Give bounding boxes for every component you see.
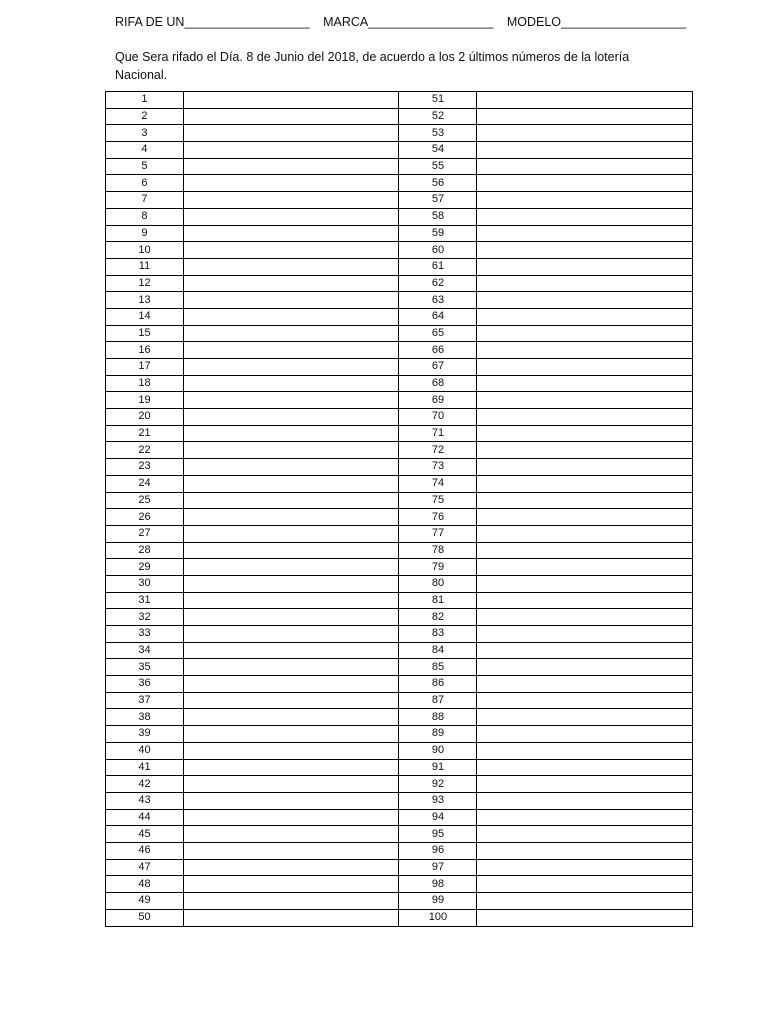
raffle-number-cell: 35: [106, 659, 184, 676]
participant-name-cell[interactable]: [183, 559, 399, 576]
participant-name-cell[interactable]: [183, 525, 399, 542]
table-row: [106, 859, 693, 876]
participant-name-cell[interactable]: [477, 692, 693, 709]
table-row: [106, 559, 693, 576]
participant-name-cell[interactable]: [477, 359, 693, 376]
raffle-number-cell: 97: [399, 859, 477, 876]
table-row: [106, 125, 693, 142]
participant-name-cell[interactable]: [183, 425, 399, 442]
raffle-number-cell: 16: [106, 342, 184, 359]
raffle-number-cell: 61: [399, 258, 477, 275]
raffle-number-cell: 41: [106, 759, 184, 776]
raffle-number-cell: 69: [399, 392, 477, 409]
raffle-number-cell: 98: [399, 876, 477, 893]
raffle-number-cell: 92: [399, 776, 477, 793]
raffle-number-cell: 78: [399, 542, 477, 559]
participant-name-cell[interactable]: [183, 893, 399, 910]
participant-name-cell[interactable]: [183, 859, 399, 876]
raffle-number-cell: 26: [106, 509, 184, 526]
participant-name-cell[interactable]: [477, 759, 693, 776]
participant-name-cell[interactable]: [477, 542, 693, 559]
raffle-number-cell: 4: [106, 142, 184, 159]
raffle-number-cell: 43: [106, 792, 184, 809]
table-row: [106, 475, 693, 492]
participant-name-cell[interactable]: [477, 776, 693, 793]
participant-name-cell[interactable]: [477, 559, 693, 576]
table-row: [106, 308, 693, 325]
raffle-number-cell: 57: [399, 192, 477, 209]
participant-name-cell[interactable]: [183, 409, 399, 426]
raffle-number-cell: 7: [106, 192, 184, 209]
raffle-number-cell: 1: [106, 92, 184, 109]
table-row: [106, 208, 693, 225]
participant-name-cell[interactable]: [183, 275, 399, 292]
participant-name-cell[interactable]: [477, 876, 693, 893]
raffle-number-cell: 3: [106, 125, 184, 142]
model-field: MODELO__________________: [506, 15, 687, 29]
participant-name-cell[interactable]: [477, 792, 693, 809]
participant-name-cell[interactable]: [477, 275, 693, 292]
raffle-number-cell: 2: [106, 108, 184, 125]
participant-name-cell[interactable]: [183, 108, 399, 125]
raffle-number-cell: 85: [399, 659, 477, 676]
participant-name-cell[interactable]: [477, 208, 693, 225]
participant-name-cell[interactable]: [477, 142, 693, 159]
raffle-number-cell: 9: [106, 225, 184, 242]
raffle-number-cell: 12: [106, 275, 184, 292]
participant-name-cell[interactable]: [477, 676, 693, 693]
brand-field: MARCA__________________: [323, 15, 494, 29]
raffle-number-cell: 83: [399, 626, 477, 643]
participant-name-cell[interactable]: [477, 459, 693, 476]
raffle-number-cell: 22: [106, 442, 184, 459]
table-row: [106, 809, 693, 826]
raffle-number-cell: 96: [399, 842, 477, 859]
participant-name-cell[interactable]: [183, 509, 399, 526]
participant-name-cell[interactable]: [183, 142, 399, 159]
table-row: [106, 626, 693, 643]
raffle-number-cell: 31: [106, 592, 184, 609]
participant-name-cell[interactable]: [183, 692, 399, 709]
participant-name-cell[interactable]: [183, 809, 399, 826]
table-row: [106, 792, 693, 809]
table-row: [106, 726, 693, 743]
participant-name-cell[interactable]: [183, 609, 399, 626]
raffle-number-cell: 75: [399, 492, 477, 509]
table-row: [106, 242, 693, 259]
raffle-number-cell: 68: [399, 375, 477, 392]
table-row: [106, 108, 693, 125]
raffle-number-cell: 45: [106, 826, 184, 843]
participant-name-cell[interactable]: [477, 642, 693, 659]
raffle-number-cell: 30: [106, 575, 184, 592]
raffle-number-cell: 24: [106, 475, 184, 492]
participant-name-cell[interactable]: [183, 442, 399, 459]
raffle-number-cell: 47: [106, 859, 184, 876]
table-row: [106, 692, 693, 709]
raffle-number-cell: 10: [106, 242, 184, 259]
participant-name-cell[interactable]: [183, 592, 399, 609]
participant-name-cell[interactable]: [477, 192, 693, 209]
raffle-number-cell: 34: [106, 642, 184, 659]
participant-name-cell[interactable]: [477, 442, 693, 459]
raffle-number-cell: 90: [399, 742, 477, 759]
table-row: [106, 842, 693, 859]
table-row: [106, 275, 693, 292]
raffle-number-cell: 39: [106, 726, 184, 743]
participant-name-cell[interactable]: [183, 375, 399, 392]
raffle-number-cell: 42: [106, 776, 184, 793]
raffle-number-cell: 53: [399, 125, 477, 142]
participant-name-cell[interactable]: [477, 626, 693, 643]
raffle-number-cell: 100: [399, 909, 477, 926]
raffle-number-cell: 91: [399, 759, 477, 776]
raffle-number-cell: 67: [399, 359, 477, 376]
raffle-number-cell: 8: [106, 208, 184, 225]
participant-name-cell[interactable]: [477, 242, 693, 259]
participant-name-cell[interactable]: [183, 776, 399, 793]
raffle-number-cell: 65: [399, 325, 477, 342]
raffle-number-cell: 19: [106, 392, 184, 409]
raffle-number-cell: 76: [399, 509, 477, 526]
participant-name-cell[interactable]: [183, 726, 399, 743]
raffle-number-cell: 51: [399, 92, 477, 109]
raffle-number-cell: 66: [399, 342, 477, 359]
raffle-number-cell: 88: [399, 709, 477, 726]
participant-name-cell[interactable]: [183, 158, 399, 175]
raffle-number-table: [105, 91, 693, 927]
participant-name-cell[interactable]: [183, 342, 399, 359]
table-row: [106, 392, 693, 409]
table-row: [106, 776, 693, 793]
table-row: [106, 292, 693, 309]
table-row: [106, 509, 693, 526]
raffle-number-cell: 44: [106, 809, 184, 826]
raffle-number-cell: 74: [399, 475, 477, 492]
raffle-number-cell: 14: [106, 308, 184, 325]
table-row: [106, 826, 693, 843]
raffle-number-cell: 62: [399, 275, 477, 292]
raffle-number-cell: 17: [106, 359, 184, 376]
raffle-number-cell: 80: [399, 575, 477, 592]
raffle-number-cell: 46: [106, 842, 184, 859]
participant-name-cell[interactable]: [477, 475, 693, 492]
raffle-number-cell: 50: [106, 909, 184, 926]
participant-name-cell[interactable]: [477, 509, 693, 526]
raffle-number-cell: 5: [106, 158, 184, 175]
table-row: [106, 442, 693, 459]
participant-name-cell[interactable]: [477, 92, 693, 109]
table-row: [106, 909, 693, 926]
table-row: [106, 92, 693, 109]
table-row: [106, 342, 693, 359]
raffle-number-cell: 38: [106, 709, 184, 726]
participant-name-cell[interactable]: [477, 108, 693, 125]
participant-name-cell[interactable]: [477, 659, 693, 676]
participant-name-cell[interactable]: [477, 375, 693, 392]
participant-name-cell[interactable]: [477, 609, 693, 626]
raffle-number-cell: 72: [399, 442, 477, 459]
raffle-number-cell: 37: [106, 692, 184, 709]
participant-name-cell[interactable]: [183, 92, 399, 109]
raffle-number-cell: 48: [106, 876, 184, 893]
participant-name-cell[interactable]: [477, 842, 693, 859]
raffle-number-cell: 6: [106, 175, 184, 192]
participant-name-cell[interactable]: [477, 893, 693, 910]
participant-name-cell[interactable]: [477, 492, 693, 509]
raffle-number-cell: 33: [106, 626, 184, 643]
table-row: [106, 575, 693, 592]
raffle-number-cell: 28: [106, 542, 184, 559]
raffle-number-cell: 77: [399, 525, 477, 542]
raffle-number-cell: 15: [106, 325, 184, 342]
table-row: [106, 409, 693, 426]
participant-name-cell[interactable]: [183, 542, 399, 559]
raffle-number-cell: 60: [399, 242, 477, 259]
participant-name-cell[interactable]: [183, 642, 399, 659]
participant-name-cell[interactable]: [477, 342, 693, 359]
description-line-2: Nacional.: [115, 68, 168, 82]
participant-name-cell[interactable]: [183, 676, 399, 693]
raffle-number-cell: 36: [106, 676, 184, 693]
table-row: [106, 359, 693, 376]
participant-name-cell[interactable]: [477, 809, 693, 826]
raffle-number-cell: 32: [106, 609, 184, 626]
participant-name-cell[interactable]: [183, 359, 399, 376]
raffle-number-cell: 79: [399, 559, 477, 576]
participant-name-cell[interactable]: [183, 208, 399, 225]
participant-name-cell[interactable]: [183, 242, 399, 259]
raffle-number-cell: 27: [106, 525, 184, 542]
table-row: [106, 893, 693, 910]
participant-name-cell[interactable]: [477, 726, 693, 743]
participant-name-cell[interactable]: [183, 759, 399, 776]
participant-name-cell[interactable]: [477, 826, 693, 843]
participant-name-cell[interactable]: [477, 125, 693, 142]
participant-name-cell[interactable]: [183, 392, 399, 409]
table-row: [106, 525, 693, 542]
raffle-number-cell: 40: [106, 742, 184, 759]
participant-name-cell[interactable]: [183, 842, 399, 859]
participant-name-cell[interactable]: [477, 392, 693, 409]
participant-name-cell[interactable]: [183, 258, 399, 275]
participant-name-cell[interactable]: [183, 225, 399, 242]
table-row: [106, 142, 693, 159]
participant-name-cell[interactable]: [183, 175, 399, 192]
participant-name-cell[interactable]: [183, 192, 399, 209]
raffle-number-cell: 29: [106, 559, 184, 576]
table-row: [106, 225, 693, 242]
raffle-number-cell: 13: [106, 292, 184, 309]
raffle-number-cell: 20: [106, 409, 184, 426]
table-row: [106, 659, 693, 676]
participant-name-cell[interactable]: [183, 292, 399, 309]
raffle-item-field: RIFA DE UN__________________: [115, 15, 310, 29]
participant-name-cell[interactable]: [183, 742, 399, 759]
participant-name-cell[interactable]: [183, 909, 399, 926]
raffle-number-cell: 73: [399, 459, 477, 476]
raffle-number-cell: 52: [399, 108, 477, 125]
table-row: [106, 192, 693, 209]
participant-name-cell[interactable]: [183, 492, 399, 509]
table-row: [106, 492, 693, 509]
raffle-number-cell: 94: [399, 809, 477, 826]
participant-name-cell[interactable]: [477, 175, 693, 192]
table-row: [106, 609, 693, 626]
raffle-number-cell: 55: [399, 158, 477, 175]
raffle-number-cell: 81: [399, 592, 477, 609]
raffle-number-cell: 11: [106, 258, 184, 275]
raffle-number-cell: 87: [399, 692, 477, 709]
table-row: [106, 258, 693, 275]
participant-name-cell[interactable]: [183, 475, 399, 492]
raffle-table-body: [106, 92, 693, 927]
table-row: [106, 742, 693, 759]
raffle-number-cell: 18: [106, 375, 184, 392]
participant-name-cell[interactable]: [477, 592, 693, 609]
table-row: [106, 709, 693, 726]
participant-name-cell[interactable]: [477, 225, 693, 242]
participant-name-cell[interactable]: [477, 742, 693, 759]
raffle-number-cell: 84: [399, 642, 477, 659]
table-row: [106, 325, 693, 342]
raffle-number-cell: 59: [399, 225, 477, 242]
participant-name-cell[interactable]: [183, 325, 399, 342]
table-row: [106, 759, 693, 776]
raffle-number-cell: 70: [399, 409, 477, 426]
participant-name-cell[interactable]: [183, 575, 399, 592]
raffle-number-cell: 63: [399, 292, 477, 309]
raffle-header: [115, 15, 696, 29]
participant-name-cell[interactable]: [477, 409, 693, 426]
raffle-number-cell: 64: [399, 308, 477, 325]
table-row: [106, 876, 693, 893]
raffle-number-cell: 82: [399, 609, 477, 626]
participant-name-cell[interactable]: [183, 459, 399, 476]
participant-name-cell[interactable]: [183, 792, 399, 809]
table-row: [106, 592, 693, 609]
participant-name-cell[interactable]: [183, 308, 399, 325]
participant-name-cell[interactable]: [477, 308, 693, 325]
table-row: [106, 542, 693, 559]
participant-name-cell[interactable]: [477, 575, 693, 592]
raffle-number-cell: 54: [399, 142, 477, 159]
table-row: [106, 642, 693, 659]
participant-name-cell[interactable]: [477, 859, 693, 876]
table-row: [106, 375, 693, 392]
participant-name-cell[interactable]: [183, 709, 399, 726]
raffle-number-cell: 49: [106, 893, 184, 910]
table-row: [106, 158, 693, 175]
participant-name-cell[interactable]: [183, 826, 399, 843]
raffle-number-cell: 71: [399, 425, 477, 442]
raffle-number-cell: 89: [399, 726, 477, 743]
raffle-number-cell: 93: [399, 792, 477, 809]
participant-name-cell[interactable]: [183, 659, 399, 676]
participant-name-cell[interactable]: [477, 709, 693, 726]
raffle-number-cell: 99: [399, 893, 477, 910]
raffle-number-cell: 25: [106, 492, 184, 509]
participant-name-cell[interactable]: [183, 125, 399, 142]
description-line-1: Que Sera rifado el Día. 8 de Junio del 2018, de acuerdo a los 2 últimos números de la lotería: [115, 50, 630, 64]
table-row: [106, 459, 693, 476]
participant-name-cell[interactable]: [477, 525, 693, 542]
participant-name-cell[interactable]: [477, 425, 693, 442]
raffle-number-cell: 21: [106, 425, 184, 442]
table-row: [106, 175, 693, 192]
table-row: [106, 425, 693, 442]
raffle-number-cell: 58: [399, 208, 477, 225]
participant-name-cell[interactable]: [183, 626, 399, 643]
participant-name-cell[interactable]: [477, 158, 693, 175]
raffle-number-cell: 56: [399, 175, 477, 192]
participant-name-cell[interactable]: [183, 876, 399, 893]
raffle-description: [115, 48, 675, 84]
participant-name-cell[interactable]: [477, 292, 693, 309]
participant-name-cell[interactable]: [477, 258, 693, 275]
raffle-number-cell: 95: [399, 826, 477, 843]
raffle-number-cell: 23: [106, 459, 184, 476]
participant-name-cell[interactable]: [477, 325, 693, 342]
participant-name-cell[interactable]: [477, 909, 693, 926]
table-row: [106, 676, 693, 693]
raffle-number-cell: 86: [399, 676, 477, 693]
